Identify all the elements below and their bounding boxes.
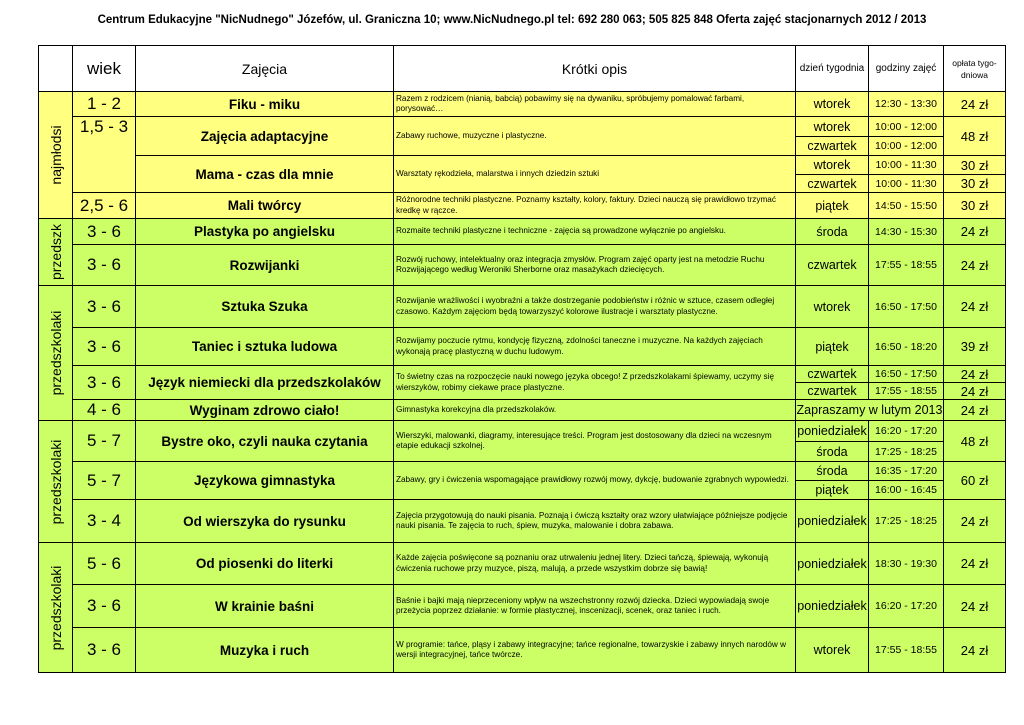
fee-cell: 24 zł [944, 500, 1006, 543]
hours-cell: 10:00 - 12:00 [869, 137, 944, 156]
group-label [39, 219, 73, 286]
hours-cell: 16:35 - 17:20 [869, 462, 944, 481]
fee-cell: 48 zł [944, 421, 1006, 462]
fee-cell: 30 zł [944, 175, 1006, 193]
activity-description: Warsztaty rękodzieła, malarstwa i innych dziedzin sztuki [394, 156, 796, 193]
activity-name: Zajęcia adaptacyjne [136, 117, 394, 156]
table-row [39, 219, 1006, 245]
hours-cell: 10:00 - 12:00 [869, 117, 944, 137]
age-cell: 3 - 6 [73, 286, 136, 328]
activity-description: Zabawy, gry i ćwiczenia wspomagające prawidłowy rozwój mowy, dykcję, budowanie zgrabnych wypowiedzi. [394, 462, 796, 500]
hours-cell: 14:50 - 15:50 [869, 193, 944, 219]
hours-cell: 17:55 - 18:55 [869, 245, 944, 286]
activity-name: Muzyka i ruch [136, 628, 394, 673]
hours-cell: 10:00 - 11:30 [869, 156, 944, 175]
hours-cell: 16:50 - 18:20 [869, 328, 944, 366]
activity-name: W krainie baśni [136, 585, 394, 628]
activity-description: Zabawy ruchowe, muzyczne i plastyczne. [394, 117, 796, 156]
table-row [39, 400, 1006, 421]
activity-description: Baśnie i bajki mają nieprzeceniony wpływ na wszechstronny rozwój dziecka. Dzieci wypowiadają swoje przeżycia poprzez działanie: w formie plastycznej, inscenizacji, scenek, oraz taniec i ruch. [394, 585, 796, 628]
day-cell: poniedziałek [796, 500, 869, 543]
age-cell: 2,5 - 6 [73, 193, 136, 219]
table-row [39, 462, 1006, 481]
day-cell: piątek [796, 328, 869, 366]
age-cell: 1 - 2 [73, 92, 136, 117]
fee-cell: 24 zł [944, 585, 1006, 628]
col-header-fee: opłata tygo-dniowa [944, 46, 1006, 92]
activity-description: Wierszyki, malowanki, diagramy, interesujące treści. Program jest dostosowany dla dzieci na wczesnym etapie edukacji szkolnej. [394, 421, 796, 462]
hours-cell: 16:20 - 17:20 [869, 421, 944, 442]
day-cell: czwartek [796, 175, 869, 193]
fee-cell: 24 zł [944, 92, 1006, 117]
hours-cell: 17:55 - 18:55 [869, 383, 944, 400]
activity-name: Od piosenki do literki [136, 543, 394, 585]
activity-description: Rozmaite techniki plastyczne i techniczne - zajęcia są prowadzone wyłącznie po angielsku. [394, 219, 796, 245]
day-cell: piątek [796, 193, 869, 219]
day-cell: wtorek [796, 628, 869, 673]
hours-cell: 10:00 - 11:30 [869, 175, 944, 193]
activity-name: Fiku - miku [136, 92, 394, 117]
group-label [39, 92, 73, 219]
activity-description: Razem z rodzicem (nianią, babcią) pobawimy się na dywaniku, spróbujemy pomalować farbami, porysować… [394, 92, 796, 117]
age-cell: 1,5 - 3 [73, 117, 136, 193]
group-header-cell [39, 46, 73, 92]
schedule-note: Zapraszamy w lutym 2013 [796, 400, 944, 421]
activity-description: Rozwijamy poczucie rytmu, kondycję fizyczną, zdolności taneczne i muzyczne. Na każdych zajęciach wykonają pracę plastyczną w duchu ludowym. [394, 328, 796, 366]
day-cell: poniedziałek [796, 543, 869, 585]
fee-cell: 24 zł [944, 245, 1006, 286]
age-cell: 5 - 7 [73, 462, 136, 500]
table-row [39, 366, 1006, 383]
activity-name: Wyginam zdrowo ciało! [136, 400, 394, 421]
activity-description: Zajęcia przygotowują do nauki pisania. Poznają i ćwiczą kształty oraz wzory ułatwiające późniejsze podjęcie nauki pisania. Te zajęcia to ruch, śpiew, muzyka, malowanie i dobra zabawa. [394, 500, 796, 543]
day-cell: czwartek [796, 366, 869, 383]
table-row [39, 156, 1006, 175]
day-cell: środa [796, 442, 869, 462]
group-label-text: najmłodsi [47, 125, 64, 185]
activity-description: W programie: tańce, pląsy i zabawy integracyjne; tańce regionalne, towarzyskie i zabawy innych narodów w wersji integracyjnej, tańce twórcze. [394, 628, 796, 673]
hours-cell: 16:00 - 16:45 [869, 481, 944, 500]
table-row [39, 117, 1006, 137]
group-label-text: przedszkolaki [47, 439, 64, 524]
activity-name: Mali twórcy [136, 193, 394, 219]
fee-cell: 24 zł [944, 543, 1006, 585]
table-row [39, 245, 1006, 286]
table-row [39, 585, 1006, 628]
fee-cell: 24 zł [944, 628, 1006, 673]
col-header-activity: Zajęcia [136, 46, 394, 92]
activity-name: Językowa gimnastyka [136, 462, 394, 500]
activity-description: Każde zajęcia poświęcone są poznaniu oraz utrwaleniu jednej litery. Dzieci tańczą, śpiewają, wykonują ćwiczenia ruchowe przy muzyce, piszą, malują, a przede wszystkim dobrze się bawią! [394, 543, 796, 585]
col-header-age: wiek [73, 46, 136, 92]
hours-cell: 16:50 - 17:50 [869, 286, 944, 328]
table-row [39, 193, 1006, 219]
table-row [39, 92, 1006, 117]
schedule-body [39, 92, 1006, 673]
age-cell: 3 - 6 [73, 328, 136, 366]
age-cell: 5 - 7 [73, 421, 136, 462]
fee-cell: 39 zł [944, 328, 1006, 366]
hours-cell: 17:25 - 18:25 [869, 500, 944, 543]
activity-name: Mama - czas dla mnie [136, 156, 394, 193]
page-header: Centrum Edukacyjne "NicNudnego" Józefów, ul. Graniczna 10; www.NicNudnego.pl tel: 692 280 063; 505 825 848 Oferta zajęć stacjonarnych 2012 / 2013 [97, 14, 927, 26]
day-cell: czwartek [796, 137, 869, 156]
table-row [39, 628, 1006, 673]
age-cell: 3 - 6 [73, 245, 136, 286]
age-cell: 4 - 6 [73, 400, 136, 421]
fee-cell: 30 zł [944, 193, 1006, 219]
hours-cell: 12:30 - 13:30 [869, 92, 944, 117]
day-cell: wtorek [796, 92, 869, 117]
activity-description: Gimnastyka korekcyjna dla przedszkolaków. [394, 400, 796, 421]
hours-cell: 14:30 - 15:30 [869, 219, 944, 245]
activity-name: Taniec i sztuka ludowa [136, 328, 394, 366]
hours-cell: 18:30 - 19:30 [869, 543, 944, 585]
day-cell: środa [796, 219, 869, 245]
fee-cell: 60 zł [944, 462, 1006, 500]
hours-cell: 17:55 - 18:55 [869, 628, 944, 673]
group-label [39, 421, 73, 543]
table-row [39, 421, 1006, 442]
group-label-text: przedszkolaki [47, 565, 64, 650]
fee-cell: 30 zł [944, 156, 1006, 175]
age-cell: 5 - 6 [73, 543, 136, 585]
age-cell: 3 - 6 [73, 219, 136, 245]
table-row [39, 500, 1006, 543]
group-label-text: przedszkolaki [47, 310, 64, 396]
age-cell: 3 - 6 [73, 366, 136, 400]
schedule-table [38, 45, 1006, 673]
table-row [39, 286, 1006, 328]
fee-cell: 24 zł [944, 286, 1006, 328]
header-row [39, 46, 1006, 92]
hours-cell: 16:50 - 17:50 [869, 366, 944, 383]
group-label [39, 543, 73, 673]
activity-name: Od wierszyka do rysunku [136, 500, 394, 543]
day-cell: środa [796, 462, 869, 481]
table-row [39, 543, 1006, 585]
hours-cell: 17:25 - 18:25 [869, 442, 944, 462]
activity-description: Rozwój ruchowy, intelektualny oraz integracja zmysłów. Program zajęć oparty jest na metodzie Ruchu Rozwijającego według Weroniki Sherborne oraz masażykach dziecięcych. [394, 245, 796, 286]
group-label-text: przedszk [47, 223, 64, 281]
table-row [39, 328, 1006, 366]
activity-description: To świetny czas na rozpoczęcie nauki nowego języka obcego! Z przedszkolakami śpiewamy, uczymy się wierszyków, robimy ciekawe prace plastyczne. [394, 366, 796, 400]
fee-cell: 24 zł [944, 383, 1006, 400]
col-header-day: dzień tygodnia [796, 46, 869, 92]
day-cell: wtorek [796, 286, 869, 328]
day-cell: wtorek [796, 156, 869, 175]
fee-cell: 24 zł [944, 366, 1006, 383]
day-cell: poniedziałek [796, 421, 869, 442]
activity-name: Bystre oko, czyli nauka czytania [136, 421, 394, 462]
activity-name: Sztuka Szuka [136, 286, 394, 328]
hours-cell: 16:20 - 17:20 [869, 585, 944, 628]
col-header-hours: godziny zajęć [869, 46, 944, 92]
day-cell: czwartek [796, 383, 869, 400]
day-cell: piątek [796, 481, 869, 500]
activity-description: Różnorodne techniki plastyczne. Poznamy kształty, kolory, faktury. Dzieci nauczą się prawidłowo trzymać kredkę w rączce. [394, 193, 796, 219]
age-cell: 3 - 6 [73, 585, 136, 628]
col-header-description: Krótki opis [394, 46, 796, 92]
fee-cell: 24 zł [944, 219, 1006, 245]
group-label [39, 286, 73, 421]
activity-description: Rozwijanie wrażliwości i wyobraźni a także dostrzeganie podobieństw i różnic w sztuce, czasem odległej czasowo. Każdym zajęciom będą towarzyszyć kolorowe ilustracje i warsztaty plastyczne. [394, 286, 796, 328]
day-cell: poniedziałek [796, 585, 869, 628]
activity-name: Plastyka po angielsku [136, 219, 394, 245]
day-cell: czwartek [796, 245, 869, 286]
day-cell: wtorek [796, 117, 869, 137]
age-cell: 3 - 6 [73, 628, 136, 673]
fee-cell: 48 zł [944, 117, 1006, 156]
age-cell: 3 - 4 [73, 500, 136, 543]
activity-name: Język niemiecki dla przedszkolaków [136, 366, 394, 400]
fee-cell: 24 zł [944, 400, 1006, 421]
activity-name: Rozwijanki [136, 245, 394, 286]
